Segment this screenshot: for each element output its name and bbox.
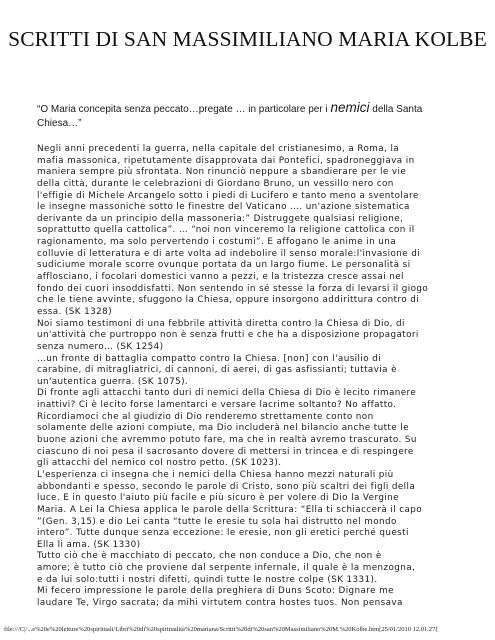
page-title: SCRITTI DI SAN MASSIMILIANO MARIA KOLBE <box>8 27 487 51</box>
body-line: soprattutto quella cattolica”. … “noi non vinceremo la religione cattolica con il <box>37 225 415 236</box>
quote-emphasis: nemici <box>330 100 370 115</box>
body-line: carabine, di mitragliatrici, di cannoni, di aerei, di gas asfissianti; tuttavia è <box>37 365 397 376</box>
quote-pre: “O Maria concepita senza peccato…pregate … in particolare per i <box>37 104 331 115</box>
body-line: L'esperienza ci insegna che i nemici della Chiesa hanno mezzi naturali più <box>37 469 394 480</box>
body-line: Mi fecero impressione le parole della preghiera di Duns Scoto: Dignare me <box>37 586 394 597</box>
opening-quote <box>37 101 467 131</box>
body-line: un'autentica guerra. (SK 1075). <box>37 376 189 387</box>
body-line: ciascuno di noi pesa il sacrosanto dovere di mettersi in trincea e di respingere <box>37 446 414 457</box>
body-line: buone azioni che avremmo potuto fare, ma che in realtà avremo trascurato. Su <box>37 435 417 446</box>
quote-post: della Santa Chiesa…” <box>37 104 423 129</box>
body-line: Maria. A Lei la Chiesa applica le parole della Scrittura: “Ella ti schiaccerà il capo <box>37 504 423 515</box>
body-line: amore; è tutto ciò che proviene dal serpente infernale, il quale è la menzogna, <box>37 563 416 574</box>
body-line: fondo dei cuori insoddisfatti. Non sentendo in sé stesse la forza di levarsi il giogo <box>37 283 429 294</box>
body-line: mafia massonica, ripetutamente disapprovata dai Pontefici, spadroneggiava in <box>37 155 415 166</box>
body-line: essa. (SK 1328) <box>37 306 112 317</box>
body-line: laudare Te, Virgo sacrata; da mihi virtutem contra hostes tuos. Non pensava <box>37 597 403 608</box>
body-line: ragionamento, ma solo pervertendo i costumi”. E affogano le anime in una <box>37 237 397 248</box>
body-line: Tutto ciò che è macchiato di peccato, che non conduce a Dio, che non è <box>37 551 382 562</box>
body-line: Noi siamo testimoni di una febbrile attività diretta contro la Chiesa di Dio, di <box>37 318 405 329</box>
body-line: abbondanti e spesso, secondo le parole di Cristo, sono più scaltri dei figli della <box>37 481 416 492</box>
body-line: della città, durante le celebrazioni di Giordano Bruno, un vessillo nero con <box>37 178 394 189</box>
body-line: l'effigie di Michele Arcangelo sotto i piedi di Lucifero e tanto meno a sventolare <box>37 190 419 201</box>
body-line: sudiciume morale scorre ovunque portata da un largo fiume. Le personalità si <box>37 260 411 271</box>
body-line: afflosciano, i focolari domestici vanno a pezzi, e la tristezza cresce assai nel <box>37 272 404 283</box>
body-line: intero”. Tutte dunque senza eccezione: le eresie, non gli eretici perché questi <box>37 528 409 539</box>
body-line: …un fronte di battaglia compatto contro la Chiesa. [non] con l'ausilio di <box>37 353 382 364</box>
body-line: Ricordiamoci che al giudizio di Dio renderemo strettamente conto non <box>37 411 374 422</box>
body-line: inattivi? Ci è lecito forse lamentarci e versare lacrime soltanto? No affatto. <box>37 400 397 411</box>
body-line: le insegne massoniche sotto le finestre del Vaticano …. un'azione sistematica <box>37 202 410 213</box>
body-line: gli attacchi del nemico col nostro petto. (SK 1023). <box>37 458 282 469</box>
body-line: derivante da un principio della massoneria:” Distruggete qualsiasi religione, <box>37 213 404 224</box>
body-line: luce. E in questo l'aiuto più facile e più sicuro è per volere di Dio la Vergine <box>37 493 399 504</box>
body-line: ”(Gen. 3,15) e dio Lei canta “tutte le eresie tu sola hai distrutto nel mondo <box>37 516 397 527</box>
body-line: Di fronte agli attacchi tanto duri di nemici della Chiesa di Dio è lecito rimanere <box>37 388 417 399</box>
body-line: senza numero… (SK 1254) <box>37 341 164 352</box>
body-line: che le tiene avvinte, sfuggono la Chiesa, oppure insorgono addirittura contro di <box>37 295 420 306</box>
body-line: colluvie di letteratura e di arte volta ad indebolire il senso morale:l'invasione di <box>37 248 421 259</box>
body-line: e da lui solo:tutti i nostri difetti, quindi tutte le nostre colpe (SK 1331). <box>37 574 378 585</box>
body-line: solamente delle azioni compiute, ma Dio includerà nel bilancio anche tutte le <box>37 423 409 434</box>
file-path-footer: file:///C|/...e%20e%20letture%20spirituali/Libri%20di%20spiritualità%20mariana/Scritti%20di%20san%20Massimiliano%20M.%20Kolbe.htm[25/01/2010 12.01.27] <box>4 626 438 633</box>
body-line: Ella li ama. (SK 1330) <box>37 539 141 550</box>
body-line: un'attività che purtroppo non è senza frutti e che ha a disposizione propagatori <box>37 330 419 341</box>
body-line: maniera sempre più sfrontata. Non rinunciò neppure a sbandierare per le vie <box>37 167 407 178</box>
body-line: Negli anni precedenti la guerra, nella capitale del cristianesimo, a Roma, la <box>37 144 400 154</box>
body-text <box>37 144 467 610</box>
